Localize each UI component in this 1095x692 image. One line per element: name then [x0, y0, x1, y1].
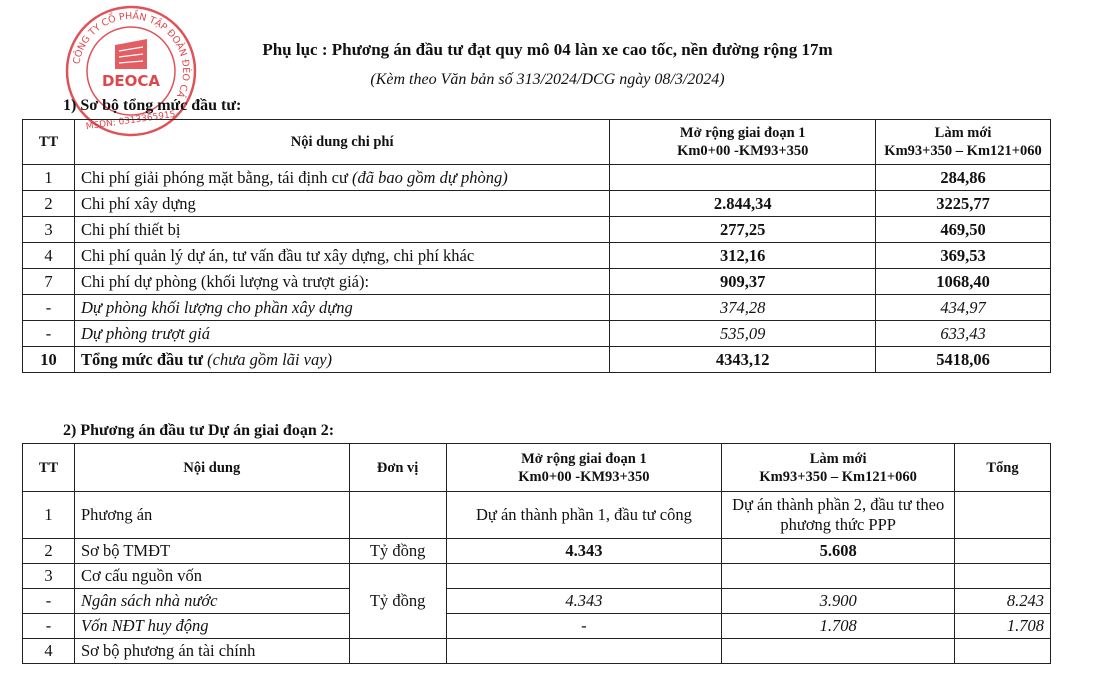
table-row: - Vốn NĐT huy động - 1.708 1.708 [23, 614, 1051, 639]
svg-text:DEOCA: DEOCA [101, 72, 161, 90]
table-row: 1 Chi phí giải phóng mặt bằng, tái định cư (đã bao gồm dự phòng) 284,86 [23, 165, 1051, 191]
header-col1: Mở rộng giai đoạn 1 Km0+00 -KM93+350 [610, 120, 876, 165]
table-row: 2 Sơ bộ TMĐT Tỷ đồng 4.343 5.608 [23, 539, 1051, 564]
page-subtitle: (Kèm theo Văn bản số 313/2024/DCG ngày 08/3/2024) [370, 71, 725, 88]
table-row: - Dự phòng trượt giá 535,09 633,43 [23, 321, 1051, 347]
table-row: 3 Cơ cấu nguồn vốn [23, 564, 1051, 589]
header-col2: Làm mới Km93+350 – Km121+060 [876, 120, 1051, 165]
svg-text:CÔNG TY CỔ PHẦN TẬP ĐOÀN ĐÈO C: CÔNG TY CỔ PHẦN TẬP ĐOÀN ĐÈO CẢ [71, 10, 192, 100]
table-row: 2 Chi phí xây dựng 2.844,34 3225,77 [23, 191, 1051, 217]
table-row: 4 Sơ bộ phương án tài chính [23, 639, 1051, 664]
section2-heading: 2) Phương án đầu tư Dự án giai đoạn 2: [63, 422, 335, 439]
svg-text:MSDN: 0313365915: MSDN: 0313365915 [85, 109, 177, 133]
table-row: 4 Chi phí quản lý dự án, tư vấn đầu tư xây dựng, chi phí khác 312,16 369,53 [23, 243, 1051, 269]
header-tt: TT [23, 120, 75, 165]
table-header-row [23, 120, 1051, 165]
table-row: - Ngân sách nhà nước Tỷ đồng 4.343 3.900 8.243 [23, 589, 1051, 614]
table-row: 1 Phương án Dự án thành phần 1, đầu tư công Dự án thành phần 2, đầu tư theo phương thức PPP [23, 492, 1051, 539]
investment-plan-table [22, 443, 1051, 664]
table-row: 7 Chi phí dự phòng (khối lượng và trượt giá): 909,37 1068,40 [23, 269, 1051, 295]
table-total-row: 10 Tổng mức đầu tư (chưa gồm lãi vay) 4343,12 5418,06 [23, 347, 1051, 373]
table-header-row: TT Nội dung Đơn vị Mở rộng giai đoạn 1 Km0+00 -KM93+350 Làm mới Km93+350 – Km121+060 Tổng [23, 444, 1051, 492]
table-row: 3 Chi phí thiết bị 277,25 469,50 [23, 217, 1051, 243]
header-content: Nội dung chi phí [74, 120, 609, 165]
investment-cost-table [22, 119, 1051, 373]
page-title: Phụ lục : Phương án đầu tư đạt quy mô 04 làn xe cao tốc, nền đường rộng 17m [262, 40, 833, 59]
table-row: - Dự phòng khối lượng cho phần xây dựng 374,28 434,97 [23, 295, 1051, 321]
section1-heading: 1) Sơ bộ tổng mức đầu tư: [63, 97, 242, 114]
